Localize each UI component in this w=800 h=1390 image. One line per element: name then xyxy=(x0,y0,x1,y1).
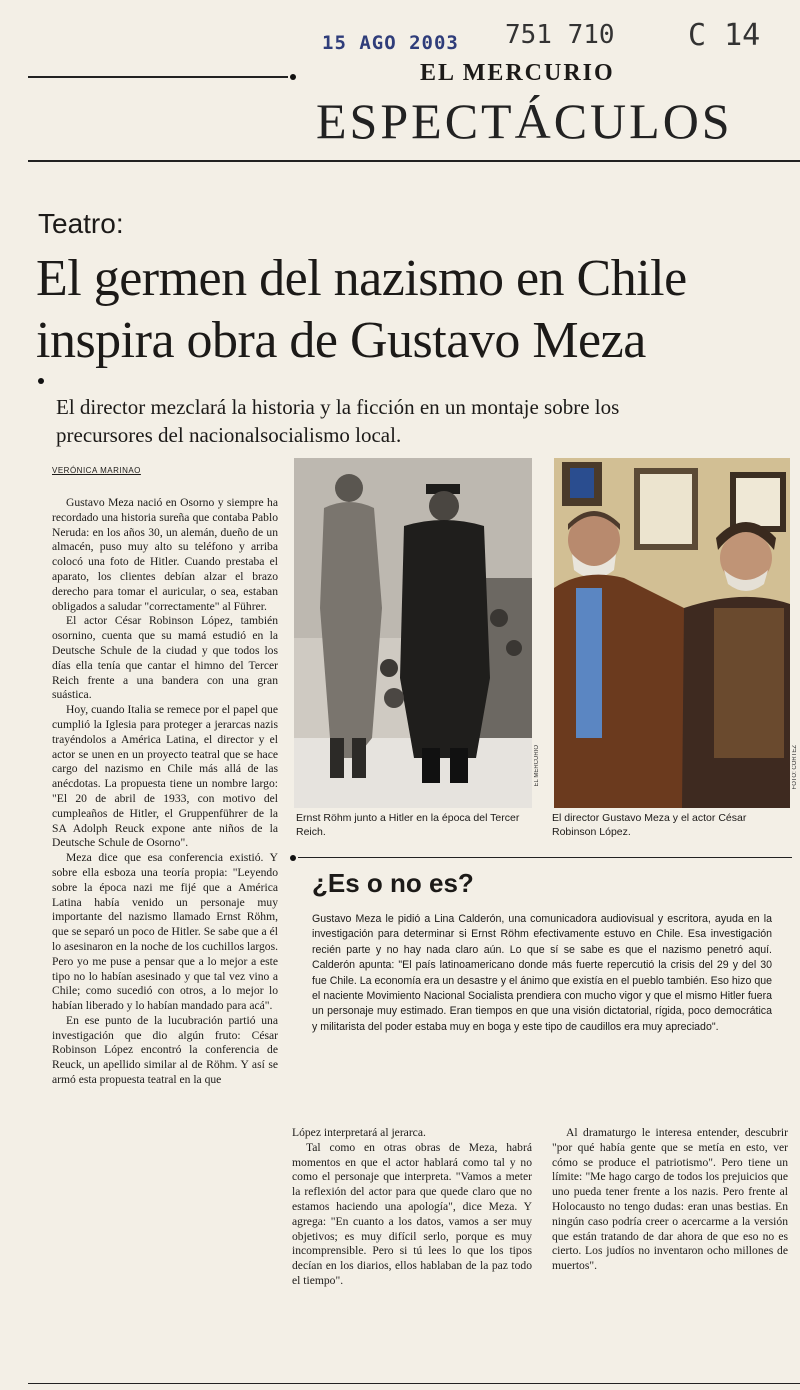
photo-illustration xyxy=(554,458,790,808)
section-title: ESPECTÁCULOS xyxy=(316,93,733,149)
photo-credit-left: EL MERCURIO xyxy=(534,745,540,787)
byline: VERÓNICA MARINAO xyxy=(52,466,141,475)
headline-line-2: inspira obra de Gustavo Meza xyxy=(36,312,646,369)
deck-line-1: El director mezclará la historia y la ficción en un montaje sobre los xyxy=(56,395,620,419)
article-column-2 xyxy=(292,1126,532,1289)
article-kicker: Teatro: xyxy=(38,208,124,239)
photo-meza-lopez xyxy=(554,458,790,808)
masthead-bullet xyxy=(290,74,296,80)
sidebar-rule-top xyxy=(298,857,792,858)
masthead-rule-bottom xyxy=(28,160,800,162)
sidebar-text: Gustavo Meza le pidió a Lina Calderón, una comunicadora audiovisual y escritora, ayuda en la investigación para determinar si Ernst Röhm efectivamente estuvo en Chile. Esa investigación recién parte y no hay nada claro aún. Lo que sí se sabe es que el nazismo penetró aquí. Calderón apunta: "El país latinoamericano donde más fuerte repercutió la crisis del 29 y del 30 fue Chile. La economía era un desastre y el ánimo que existía en el pueblo también. Eso hizo que el naciente Movimiento Nacional Socialista prendiera con mucho vigor y que el mismo Hitler fuera un personaje muy estimado. Eran tiempos en que una visión dictatorial, rígida, poco democrática y militarista del poder estaba muy en boga y este tipo de caudillos era muy apreciado". xyxy=(312,913,772,1033)
page-bottom-rule xyxy=(28,1383,800,1384)
handwritten-number: 751 710 xyxy=(505,20,615,50)
sidebar-bullet xyxy=(290,855,296,861)
photo-caption-left: Ernst Röhm junto a Hitler en la época del Tercer Reich. xyxy=(296,812,520,838)
paragraph: En ese punto de la lucubración partió una investigación que dio algún fruto: César Robinson López encontró la conferencia de Reuck, un apellido similar al de Röhm. Y así se armó esta propuesta teatral en la que xyxy=(52,1013,278,1087)
photo-caption-right: El director Gustavo Meza y el actor César Robinson López. xyxy=(552,812,747,838)
paragraph: Gustavo Meza nació en Osorno y siempre ha recordado una historia sureña que contaba Pablo Neruda: en los años 30, un alemán, dueño de un almacén, puso muy alto su teléfono y arriba colocó una foto de Hitler. Cuando prestaba el aparato, los clientes debían alzar el brazo derecho para tomar el auricular, o sea, estaban obligados a saludar "correctamente" al Führer. xyxy=(52,496,278,613)
photo-illustration xyxy=(294,458,532,808)
deck-bullet xyxy=(38,378,44,384)
photo-credit-right: FOTO: CORTEZ xyxy=(792,745,798,790)
deck-line-2: precursores del nacionalsocialismo local. xyxy=(56,423,402,447)
paragraph: Tal como en otras obras de Meza, habrá momentos en que el actor hablará como tal y no como el personaje que interpreta. "Vamos a meter la reflexión del actor para que quede claro que no estamos haciendo una apología", dice Meza. Y agrega: "En cuanto a los datos, vamos a ser muy objetivos; es muy difícil serlo, porque es muy incomprensible. Pero si tú lees lo que los tipos decían en los diarios, ellos hablaban de la paz todo el tiempo". xyxy=(292,1140,532,1287)
paragraph: López interpretará al jerarca. xyxy=(292,1126,426,1139)
paragraph: El actor César Robinson López, también osornino, cuenta que su mamá estudió en la Deutsche Schule de la ciudad y que todos los días ella tenía que cantar el himno del Tercer Reich frente a una bandera con una gran suástica. xyxy=(52,614,278,702)
sidebar-title: ¿Es o no es? xyxy=(312,868,474,898)
date-stamp: 15 AGO 2003 xyxy=(322,32,459,54)
headline-line-1: El germen del nazismo en Chile xyxy=(36,250,687,307)
handwritten-code: C 14 xyxy=(688,18,761,53)
newspaper-name: EL MERCURIO xyxy=(420,60,615,86)
paragraph: Al dramaturgo le interesa entender, descubrir "por qué había gente que se metía en esto, ver cómo se produce el patriotismo". Pero tiene un límite: "Me hago cargo de todos los prejuicios que uno pueda tener frente a los nazis. Pero frente al Holocausto no tengo dudas: eran unas bestias. En ningún caso podría creer o acercarme a la versión que están tratando de dar ahora de que eso no es cierto. Los judíos no inventaron ocho millones de muertos". xyxy=(552,1126,788,1273)
article-column-3 xyxy=(552,1126,788,1274)
paragraph: Meza dice que esa conferencia existió. Y sobre ella esboza una teoría propia: "Leyendo sobre la época nazi me fijé que a América Latina había venido un personaje muy importante del nazismo llamado Ernst Röhm, que se separó un poco de Hitler. Se sabe que a él lo asesinaron en la noche de los cuchillos largos. Pero yo me puse a pensar que a lo mejor a este tipo no lo habían asesinado y que tal vez vino a Chile; como sucedió con otros, a lo mejor lo habían liberado y lo habían mandado para acá". xyxy=(52,851,278,1013)
article-column-1 xyxy=(52,496,278,1088)
masthead-rule-left xyxy=(28,76,288,78)
paragraph: Hoy, cuando Italia se remece por el papel que cumplió la Iglesia para proteger a jerarcas nazis trayéndolos a América Latina, el director y el actor se unen en un proyecto teatral que se hace cargo del nazismo en Chile más allá de las anécdotas. La propuesta tiene un nombre largo: "El 20 de abril de 1933, con motivo del cumpleaños de Hitler, el Gruppenführer de la SA Adolph Reuck expone ante niños de la Deutsche Schule de Osorno". xyxy=(52,703,278,850)
photo-rohm-hitler xyxy=(294,458,532,808)
